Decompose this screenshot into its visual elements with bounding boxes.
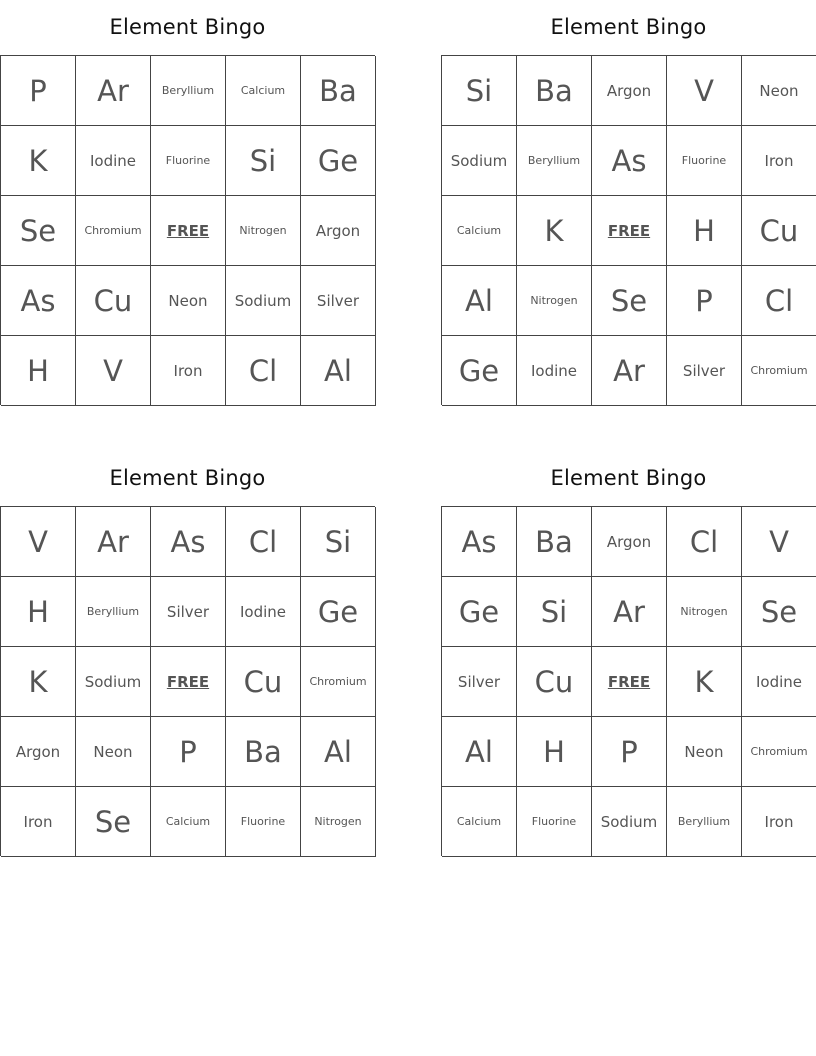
bingo-cell: Cl xyxy=(226,336,301,406)
bingo-grid xyxy=(441,506,816,856)
bingo-cell: P xyxy=(667,266,742,336)
bingo-cell: Al xyxy=(301,717,376,787)
bingo-cell: Nitrogen xyxy=(517,266,592,336)
bingo-cell: Chromium xyxy=(76,196,151,266)
bingo-cell: H xyxy=(667,196,742,266)
bingo-cell: Cl xyxy=(226,507,301,577)
bingo-cell: Iodine xyxy=(742,647,816,717)
bingo-cell: Ba xyxy=(517,507,592,577)
bingo-cell: Fluorine xyxy=(151,126,226,196)
free-space-cell: FREE xyxy=(151,196,226,266)
bingo-cell: Neon xyxy=(151,266,226,336)
bingo-grid xyxy=(441,55,816,405)
bingo-cell: Cu xyxy=(226,647,301,717)
free-space-cell: FREE xyxy=(592,647,667,717)
bingo-cell: Iodine xyxy=(226,577,301,647)
bingo-cell: Iron xyxy=(742,126,816,196)
bingo-cell: Ge xyxy=(301,126,376,196)
bingo-cell: Iodine xyxy=(517,336,592,406)
card-title: Element Bingo xyxy=(550,466,707,490)
bingo-cell: Fluorine xyxy=(667,126,742,196)
bingo-cell: Ar xyxy=(76,56,151,126)
bingo-cell: Calcium xyxy=(151,787,226,857)
bingo-cell: Beryllium xyxy=(151,56,226,126)
free-space-cell: FREE xyxy=(151,647,226,717)
bingo-cell: Fluorine xyxy=(517,787,592,857)
bingo-cell: H xyxy=(517,717,592,787)
bingo-cell: Calcium xyxy=(226,56,301,126)
bingo-cell: Beryllium xyxy=(517,126,592,196)
bingo-cell: Neon xyxy=(742,56,816,126)
bingo-cell: Chromium xyxy=(301,647,376,717)
bingo-cell: Se xyxy=(592,266,667,336)
bingo-cell: Se xyxy=(76,787,151,857)
bingo-cell: Se xyxy=(1,196,76,266)
bingo-cell: Ge xyxy=(301,577,376,647)
bingo-cell: Si xyxy=(517,577,592,647)
bingo-cell: K xyxy=(517,196,592,266)
bingo-cell: Silver xyxy=(442,647,517,717)
bingo-card-4 xyxy=(441,451,816,856)
bingo-cell: Argon xyxy=(1,717,76,787)
bingo-cell: Chromium xyxy=(742,717,816,787)
bingo-cell: P xyxy=(151,717,226,787)
bingo-cell: Silver xyxy=(151,577,226,647)
card-title: Element Bingo xyxy=(550,15,707,39)
bingo-cell: Fluorine xyxy=(226,787,301,857)
bingo-cell: As xyxy=(592,126,667,196)
bingo-cell: As xyxy=(442,507,517,577)
bingo-cell: Al xyxy=(442,266,517,336)
bingo-cell: As xyxy=(151,507,226,577)
bingo-cell: K xyxy=(1,126,76,196)
bingo-cell: Iron xyxy=(742,787,816,857)
bingo-cell: Cu xyxy=(76,266,151,336)
bingo-cell: Iodine xyxy=(76,126,151,196)
bingo-cell: K xyxy=(1,647,76,717)
bingo-cell: Ba xyxy=(226,717,301,787)
bingo-cell: V xyxy=(667,56,742,126)
bingo-cell: H xyxy=(1,336,76,406)
bingo-cell: Ba xyxy=(301,56,376,126)
bingo-cell: Neon xyxy=(667,717,742,787)
bingo-cell: Sodium xyxy=(76,647,151,717)
bingo-cell: Ar xyxy=(592,577,667,647)
bingo-cell: Si xyxy=(301,507,376,577)
bingo-cell: Nitrogen xyxy=(667,577,742,647)
bingo-cell: As xyxy=(1,266,76,336)
bingo-cell: Calcium xyxy=(442,787,517,857)
bingo-cell: Se xyxy=(742,577,816,647)
bingo-cell: Nitrogen xyxy=(226,196,301,266)
bingo-cell: Argon xyxy=(301,196,376,266)
bingo-cell: Chromium xyxy=(742,336,816,406)
bingo-cell: P xyxy=(1,56,76,126)
bingo-cell: Sodium xyxy=(592,787,667,857)
bingo-cell: V xyxy=(742,507,816,577)
bingo-cell: Sodium xyxy=(442,126,517,196)
bingo-grid xyxy=(0,506,375,856)
card-title: Element Bingo xyxy=(109,15,266,39)
bingo-cell: H xyxy=(1,577,76,647)
bingo-cell: Cu xyxy=(742,196,816,266)
bingo-cell: Ge xyxy=(442,577,517,647)
bingo-card-1 xyxy=(0,0,375,405)
bingo-cell: Beryllium xyxy=(667,787,742,857)
bingo-cell: Iron xyxy=(1,787,76,857)
bingo-cell: Ar xyxy=(592,336,667,406)
bingo-cell: Al xyxy=(442,717,517,787)
bingo-cell: Ba xyxy=(517,56,592,126)
bingo-cell: Argon xyxy=(592,507,667,577)
bingo-cell: Cl xyxy=(742,266,816,336)
card-title: Element Bingo xyxy=(109,466,266,490)
bingo-cell: Si xyxy=(226,126,301,196)
free-space-cell: FREE xyxy=(592,196,667,266)
bingo-cell: Si xyxy=(442,56,517,126)
bingo-cell: V xyxy=(76,336,151,406)
bingo-cell: Ge xyxy=(442,336,517,406)
bingo-cell: Silver xyxy=(301,266,376,336)
bingo-cell: Sodium xyxy=(226,266,301,336)
bingo-cell: Calcium xyxy=(442,196,517,266)
bingo-cell: V xyxy=(1,507,76,577)
bingo-cell: P xyxy=(592,717,667,787)
bingo-cell: Beryllium xyxy=(76,577,151,647)
bingo-cell: Nitrogen xyxy=(301,787,376,857)
bingo-cell: Iron xyxy=(151,336,226,406)
bingo-cell: Ar xyxy=(76,507,151,577)
bingo-cell: Neon xyxy=(76,717,151,787)
bingo-cell: Argon xyxy=(592,56,667,126)
bingo-cell: Cu xyxy=(517,647,592,717)
bingo-cell: Al xyxy=(301,336,376,406)
bingo-cell: Cl xyxy=(667,507,742,577)
bingo-card-2 xyxy=(441,0,816,405)
bingo-cell: K xyxy=(667,647,742,717)
bingo-card-3 xyxy=(0,451,375,856)
bingo-cell: Silver xyxy=(667,336,742,406)
bingo-grid xyxy=(0,55,375,405)
